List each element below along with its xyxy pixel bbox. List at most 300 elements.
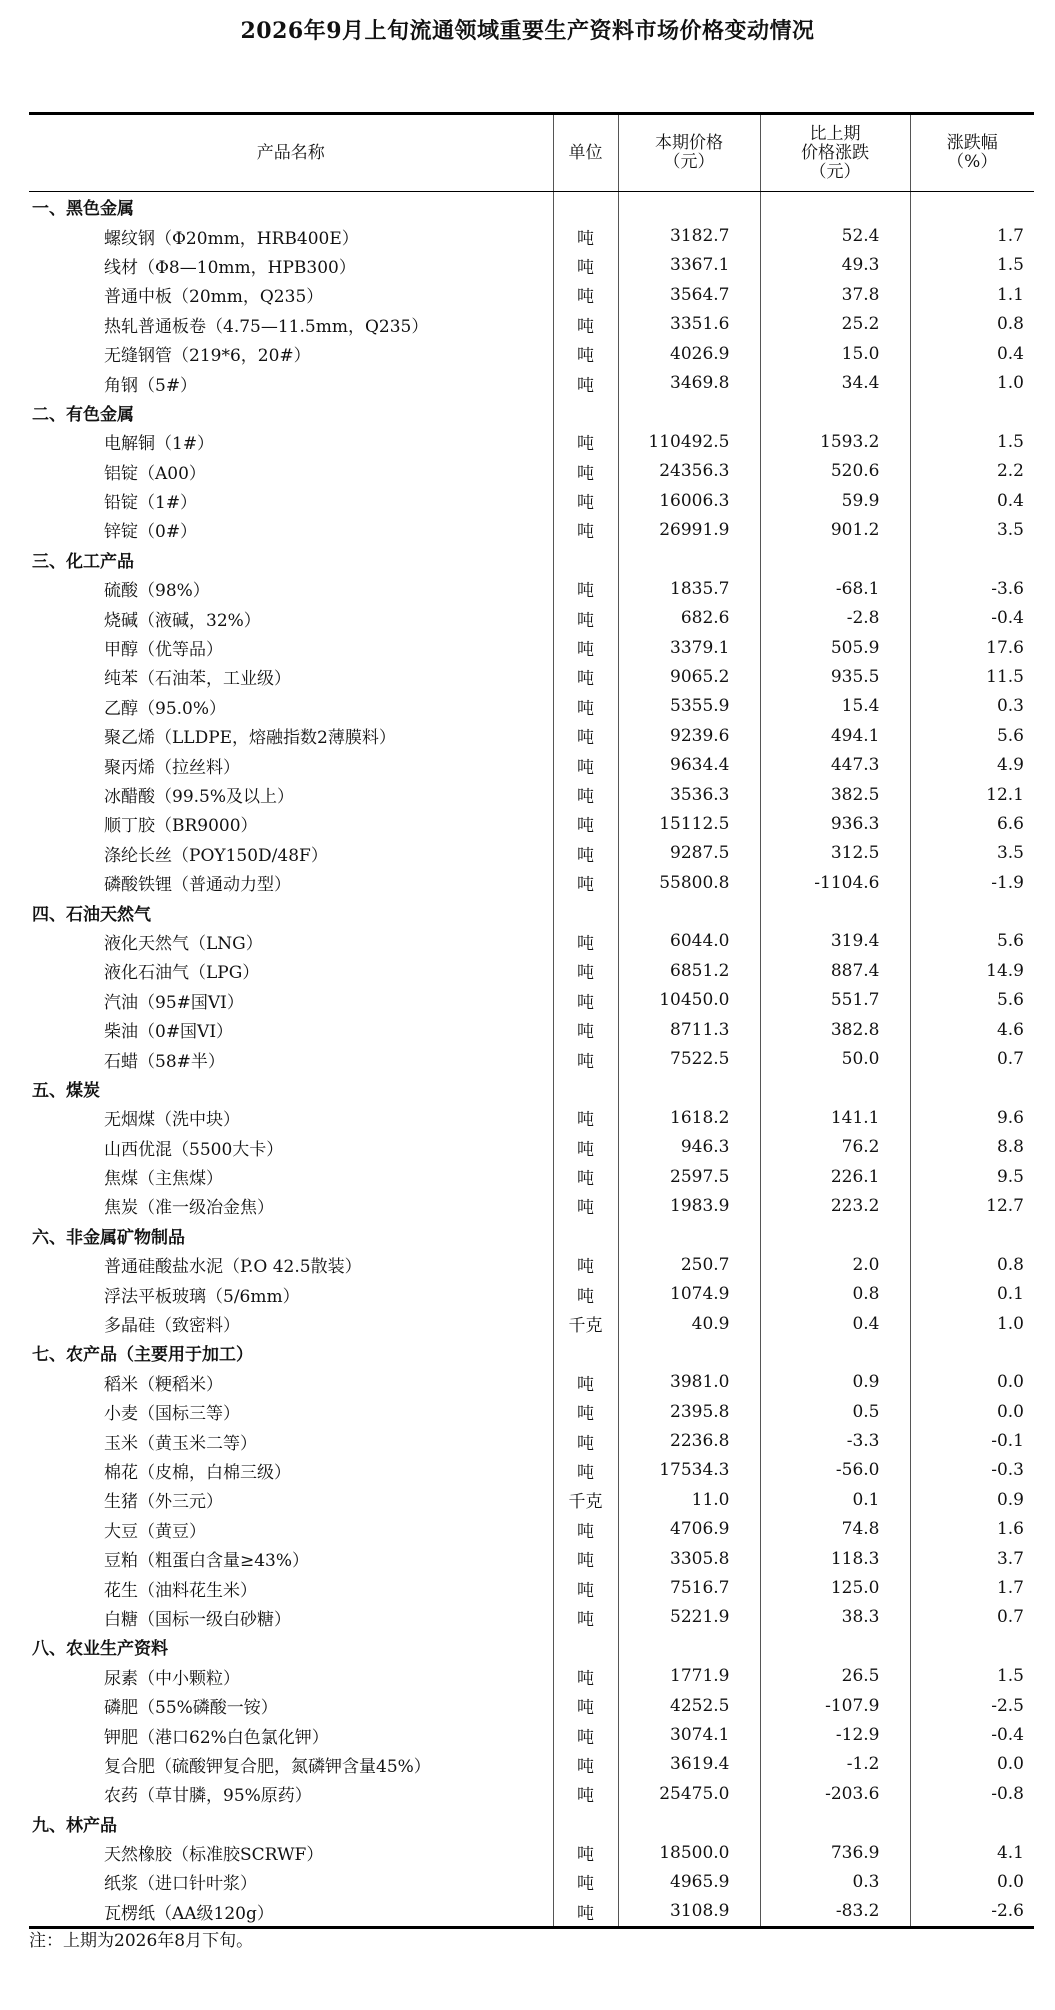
- category-empty-cell: [760, 192, 910, 222]
- table-row: [29, 427, 1034, 456]
- product-name: 玉米（黄玉米二等）: [104, 1433, 257, 1454]
- table-row: [29, 1838, 1034, 1867]
- product-name: 焦炭（准一级冶金焦）: [104, 1198, 274, 1219]
- current-price: 3351.6: [618, 310, 760, 339]
- unit-cell: 吨: [553, 603, 618, 632]
- change-percent: 12.7: [910, 1191, 1034, 1220]
- product-name: 普通硅酸盐水泥（P.O 42.5散装）: [104, 1257, 362, 1278]
- current-price: 3182.7: [618, 221, 760, 250]
- category-empty-cell: [760, 1808, 910, 1837]
- current-price: 55800.8: [618, 868, 760, 897]
- price-change: 0.8: [760, 1279, 910, 1308]
- unit-cell: 吨: [553, 1573, 618, 1602]
- current-price: 16006.3: [618, 486, 760, 515]
- price-change: -68.1: [760, 574, 910, 603]
- unit-cell: 吨: [553, 956, 618, 985]
- current-price: 4965.9: [618, 1867, 760, 1896]
- change-percent: 12.1: [910, 780, 1034, 809]
- unit-cell: 吨: [553, 1279, 618, 1308]
- unit-cell: 吨: [553, 1015, 618, 1044]
- price-change: 226.1: [760, 1162, 910, 1191]
- product-name: 大豆（黄豆）: [104, 1521, 206, 1542]
- table-row: [29, 1397, 1034, 1426]
- change-percent: 3.7: [910, 1544, 1034, 1573]
- table-row: [29, 310, 1034, 339]
- unit-cell: 吨: [553, 368, 618, 397]
- change-percent: 2.2: [910, 457, 1034, 486]
- unit-cell: 吨: [553, 574, 618, 603]
- category-empty-cell: [910, 1338, 1034, 1367]
- category-empty-cell: [553, 1074, 618, 1103]
- price-change: 494.1: [760, 721, 910, 750]
- current-price: 9065.2: [618, 662, 760, 691]
- category-empty-cell: [760, 1632, 910, 1661]
- product-name: 铝锭（A00）: [104, 463, 206, 484]
- current-price: 3305.8: [618, 1544, 760, 1573]
- price-change: 0.9: [760, 1368, 910, 1397]
- unit-cell: 吨: [553, 1662, 618, 1691]
- change-percent: 1.0: [910, 368, 1034, 397]
- unit-cell: 吨: [553, 809, 618, 838]
- category-empty-cell: [760, 398, 910, 427]
- product-name: 角钢（5#）: [104, 375, 198, 396]
- unit-cell: 吨: [553, 868, 618, 897]
- category-row: [29, 192, 1034, 222]
- price-change: -2.8: [760, 603, 910, 632]
- change-percent: 14.9: [910, 956, 1034, 985]
- price-change: 447.3: [760, 750, 910, 779]
- product-name: 线材（Φ8—10mm，HPB300）: [104, 257, 356, 278]
- category-empty-cell: [553, 1632, 618, 1661]
- current-price: 9634.4: [618, 750, 760, 779]
- unit-cell: 千克: [553, 1485, 618, 1514]
- product-name: 瓦楞纸（AA级120g）: [104, 1903, 274, 1924]
- category-empty-cell: [760, 1338, 910, 1367]
- current-price: 5221.9: [618, 1603, 760, 1632]
- category-empty-cell: [910, 897, 1034, 926]
- change-percent: -0.3: [910, 1456, 1034, 1485]
- category-empty-cell: [910, 1632, 1034, 1661]
- table-row: [29, 1779, 1034, 1808]
- table-row: [29, 809, 1034, 838]
- product-name: 复合肥（硫酸钾复合肥，氮磷钾含量45%）: [104, 1756, 431, 1777]
- unit-cell: 吨: [553, 1426, 618, 1455]
- change-percent: 0.3: [910, 692, 1034, 721]
- unit-cell: 吨: [553, 515, 618, 544]
- table-row: [29, 1897, 1034, 1928]
- change-percent: 1.5: [910, 1662, 1034, 1691]
- table-row: [29, 1485, 1034, 1514]
- price-change: 50.0: [760, 1044, 910, 1073]
- price-change: 52.4: [760, 221, 910, 250]
- unit-cell: 吨: [553, 1897, 618, 1928]
- unit-cell: 吨: [553, 339, 618, 368]
- table-row: [29, 1103, 1034, 1132]
- price-change: 887.4: [760, 956, 910, 985]
- table-row: [29, 956, 1034, 985]
- category-empty-cell: [618, 398, 760, 427]
- current-price: 4252.5: [618, 1691, 760, 1720]
- change-percent: 0.9: [910, 1485, 1034, 1514]
- category-name: 六、非金属矿物制品: [32, 1227, 185, 1248]
- product-name: 乙醇（95.0%）: [104, 698, 227, 719]
- product-name: 多晶硅（致密料）: [104, 1316, 240, 1337]
- category-empty-cell: [618, 1338, 760, 1367]
- table-row: [29, 1720, 1034, 1749]
- product-name: 柴油（0#国VI）: [104, 1022, 234, 1043]
- current-price: 17534.3: [618, 1456, 760, 1485]
- category-name: 二、有色金属: [32, 404, 134, 425]
- unit-cell: 吨: [553, 251, 618, 280]
- product-name: 铅锭（1#）: [104, 493, 198, 514]
- unit-cell: 吨: [553, 1250, 618, 1279]
- unit-cell: 吨: [553, 1750, 618, 1779]
- product-name: 螺纹钢（Φ20mm，HRB400E）: [104, 228, 359, 249]
- current-price: 3619.4: [618, 1750, 760, 1779]
- category-row: [29, 545, 1034, 574]
- change-percent: 0.4: [910, 339, 1034, 368]
- unit-cell: 吨: [553, 750, 618, 779]
- current-price: 3469.8: [618, 368, 760, 397]
- table-row: [29, 1279, 1034, 1308]
- current-price: 26991.9: [618, 515, 760, 544]
- change-percent: 0.0: [910, 1397, 1034, 1426]
- table-row: [29, 1044, 1034, 1073]
- price-change: 38.3: [760, 1603, 910, 1632]
- change-percent: -0.8: [910, 1779, 1034, 1808]
- current-price: 25475.0: [618, 1779, 760, 1808]
- current-price: 9287.5: [618, 839, 760, 868]
- category-row: [29, 897, 1034, 926]
- change-percent: 1.7: [910, 1573, 1034, 1602]
- unit-cell: 吨: [553, 1515, 618, 1544]
- product-name: 钾肥（港口62%白色氯化钾）: [104, 1727, 329, 1748]
- current-price: 3367.1: [618, 251, 760, 280]
- current-price: 3536.3: [618, 780, 760, 809]
- price-change: 34.4: [760, 368, 910, 397]
- category-empty-cell: [618, 1074, 760, 1103]
- category-empty-cell: [760, 545, 910, 574]
- unit-cell: 吨: [553, 221, 618, 250]
- unit-cell: 吨: [553, 1720, 618, 1749]
- current-price: 15112.5: [618, 809, 760, 838]
- footnote: 注：上期为2026年8月下旬。: [29, 1931, 254, 1951]
- price-table: [29, 112, 1034, 1929]
- table-row: [29, 603, 1034, 632]
- price-change: 37.8: [760, 280, 910, 309]
- current-price: 1618.2: [618, 1103, 760, 1132]
- current-price: 6851.2: [618, 956, 760, 985]
- unit-cell: 吨: [553, 457, 618, 486]
- product-name: 烧碱（液碱，32%）: [104, 610, 261, 631]
- table-row: [29, 1456, 1034, 1485]
- product-name: 小麦（国标三等）: [104, 1404, 240, 1425]
- current-price: 7522.5: [618, 1044, 760, 1073]
- price-change: 0.3: [760, 1867, 910, 1896]
- current-price: 6044.0: [618, 927, 760, 956]
- change-percent: 5.6: [910, 927, 1034, 956]
- category-empty-cell: [618, 1808, 760, 1837]
- product-name: 无烟煤（洗中块）: [104, 1110, 240, 1131]
- unit-cell: 吨: [553, 1191, 618, 1220]
- price-change: -56.0: [760, 1456, 910, 1485]
- unit-cell: 吨: [553, 1133, 618, 1162]
- current-price: 9239.6: [618, 721, 760, 750]
- change-percent: 0.7: [910, 1044, 1034, 1073]
- category-empty-cell: [760, 1221, 910, 1250]
- current-price: 682.6: [618, 603, 760, 632]
- price-change: 0.1: [760, 1485, 910, 1514]
- product-name: 石蜡（58#半）: [104, 1051, 225, 1072]
- category-row: [29, 1074, 1034, 1103]
- unit-cell: 吨: [553, 780, 618, 809]
- price-change: 26.5: [760, 1662, 910, 1691]
- price-change: 1593.2: [760, 427, 910, 456]
- table-row: [29, 868, 1034, 897]
- current-price: 1771.9: [618, 1662, 760, 1691]
- unit-cell: 吨: [553, 1544, 618, 1573]
- price-change: 319.4: [760, 927, 910, 956]
- price-change: -1104.6: [760, 868, 910, 897]
- category-empty-cell: [553, 398, 618, 427]
- price-change: 936.3: [760, 809, 910, 838]
- table-row: [29, 692, 1034, 721]
- current-price: 1983.9: [618, 1191, 760, 1220]
- table-row: [29, 280, 1034, 309]
- unit-cell: 吨: [553, 1456, 618, 1485]
- change-percent: 9.5: [910, 1162, 1034, 1191]
- current-price: 8711.3: [618, 1015, 760, 1044]
- table-row: [29, 1544, 1034, 1573]
- current-price: 3108.9: [618, 1897, 760, 1928]
- table-row: [29, 457, 1034, 486]
- unit-cell: 吨: [553, 839, 618, 868]
- price-change: 901.2: [760, 515, 910, 544]
- unit-cell: 吨: [553, 721, 618, 750]
- current-price: 5355.9: [618, 692, 760, 721]
- price-change: 382.5: [760, 780, 910, 809]
- change-percent: -2.6: [910, 1897, 1034, 1928]
- change-percent: 0.8: [910, 310, 1034, 339]
- category-empty-cell: [910, 1074, 1034, 1103]
- unit-cell: 吨: [553, 280, 618, 309]
- category-empty-cell: [910, 398, 1034, 427]
- change-percent: 0.8: [910, 1250, 1034, 1279]
- product-name: 无缝钢管（219*6，20#）: [104, 346, 311, 367]
- change-percent: 8.8: [910, 1133, 1034, 1162]
- change-percent: 0.0: [910, 1867, 1034, 1896]
- change-percent: 9.6: [910, 1103, 1034, 1132]
- unit-cell: 吨: [553, 986, 618, 1015]
- product-name: 普通中板（20mm，Q235）: [104, 287, 324, 308]
- product-name: 纸浆（进口针叶浆）: [104, 1874, 257, 1895]
- table-row: [29, 1162, 1034, 1191]
- price-change: -203.6: [760, 1779, 910, 1808]
- product-name: 农药（草甘膦，95%原药）: [104, 1786, 312, 1807]
- price-change: 74.8: [760, 1515, 910, 1544]
- current-price: 250.7: [618, 1250, 760, 1279]
- table-row: [29, 1368, 1034, 1397]
- price-change: -83.2: [760, 1897, 910, 1928]
- unit-cell: 千克: [553, 1309, 618, 1338]
- product-name: 顺丁胶（BR9000）: [104, 816, 258, 837]
- header-unit: 单位: [553, 114, 618, 192]
- header-row: [29, 114, 1034, 192]
- category-name: 四、石油天然气: [32, 904, 151, 925]
- category-empty-cell: [553, 897, 618, 926]
- unit-cell: 吨: [553, 1103, 618, 1132]
- price-change: -12.9: [760, 1720, 910, 1749]
- product-name: 冰醋酸（99.5%及以上）: [104, 787, 295, 807]
- table-row: [29, 1426, 1034, 1455]
- price-change: 736.9: [760, 1838, 910, 1867]
- category-empty-cell: [618, 192, 760, 222]
- product-name: 硫酸（98%）: [104, 581, 210, 602]
- change-percent: 5.6: [910, 721, 1034, 750]
- product-name: 液化石油气（LPG）: [104, 963, 260, 984]
- unit-cell: 吨: [553, 1691, 618, 1720]
- table-row: [29, 1515, 1034, 1544]
- header-product-name: 产品名称: [29, 114, 553, 192]
- current-price: 1074.9: [618, 1279, 760, 1308]
- product-name: 甲醇（优等品）: [104, 640, 223, 661]
- change-percent: 0.0: [910, 1368, 1034, 1397]
- category-empty-cell: [618, 897, 760, 926]
- unit-cell: 吨: [553, 927, 618, 956]
- change-percent: 5.6: [910, 986, 1034, 1015]
- table-row: [29, 515, 1034, 544]
- category-empty-cell: [910, 1221, 1034, 1250]
- price-change: 141.1: [760, 1103, 910, 1132]
- unit-cell: 吨: [553, 310, 618, 339]
- category-empty-cell: [618, 1221, 760, 1250]
- change-percent: 0.7: [910, 1603, 1034, 1632]
- table-row: [29, 927, 1034, 956]
- current-price: 2597.5: [618, 1162, 760, 1191]
- product-name: 聚丙烯（拉丝料）: [104, 757, 240, 778]
- change-percent: 1.1: [910, 280, 1034, 309]
- price-change: 505.9: [760, 633, 910, 662]
- change-percent: -0.1: [910, 1426, 1034, 1455]
- category-name: 一、黑色金属: [32, 199, 134, 220]
- product-name: 尿素（中小颗粒）: [104, 1668, 240, 1689]
- category-name: 五、煤炭: [32, 1080, 100, 1101]
- change-percent: 4.9: [910, 750, 1034, 779]
- price-change: 49.3: [760, 251, 910, 280]
- product-name: 焦煤（主焦煤）: [104, 1169, 223, 1190]
- current-price: 24356.3: [618, 457, 760, 486]
- table-row: [29, 1750, 1034, 1779]
- change-percent: 4.6: [910, 1015, 1034, 1044]
- category-name: 三、化工产品: [32, 551, 134, 572]
- change-percent: -3.6: [910, 574, 1034, 603]
- table-row: [29, 1133, 1034, 1162]
- category-empty-cell: [910, 545, 1034, 574]
- unit-cell: 吨: [553, 1603, 618, 1632]
- header-price-change: 比上期 价格涨跌 （元）: [760, 114, 910, 192]
- change-percent: -0.4: [910, 603, 1034, 632]
- product-name: 白糖（国标一级白砂糖）: [104, 1609, 291, 1630]
- product-name: 山西优混（5500大卡）: [104, 1139, 284, 1160]
- price-change: 223.2: [760, 1191, 910, 1220]
- change-percent: 4.1: [910, 1838, 1034, 1867]
- category-name: 八、农业生产资料: [32, 1639, 168, 1660]
- table-row: [29, 1250, 1034, 1279]
- product-name: 磷酸铁锂（普通动力型）: [104, 875, 291, 896]
- price-change: 2.0: [760, 1250, 910, 1279]
- category-empty-cell: [910, 1808, 1034, 1837]
- product-name: 聚乙烯（LLDPE，熔融指数2薄膜料）: [104, 728, 396, 749]
- table-row: [29, 251, 1034, 280]
- product-name: 生猪（外三元）: [104, 1492, 223, 1513]
- table-row: [29, 221, 1034, 250]
- product-name: 汽油（95#国VI）: [104, 992, 244, 1013]
- category-empty-cell: [553, 1338, 618, 1367]
- change-percent: 3.5: [910, 839, 1034, 868]
- product-name: 涤纶长丝（POY150D/48F）: [104, 845, 328, 866]
- change-percent: 1.5: [910, 251, 1034, 280]
- current-price: 2395.8: [618, 1397, 760, 1426]
- change-percent: -2.5: [910, 1691, 1034, 1720]
- product-name: 天然橡胶（标准胶SCRWF）: [104, 1845, 324, 1866]
- table-row: [29, 574, 1034, 603]
- price-change: 76.2: [760, 1133, 910, 1162]
- current-price: 40.9: [618, 1309, 760, 1338]
- category-row: [29, 1632, 1034, 1661]
- price-change: 118.3: [760, 1544, 910, 1573]
- price-change: 551.7: [760, 986, 910, 1015]
- product-name: 热轧普通板卷（4.75—11.5mm，Q235）: [104, 316, 429, 337]
- product-name: 磷肥（55%磷酸一铵）: [104, 1698, 278, 1719]
- table-row: [29, 339, 1034, 368]
- change-percent: -1.9: [910, 868, 1034, 897]
- product-name: 稻米（粳稻米）: [104, 1374, 223, 1395]
- category-row: [29, 398, 1034, 427]
- table-row: [29, 368, 1034, 397]
- table-row: [29, 780, 1034, 809]
- current-price: 3564.7: [618, 280, 760, 309]
- price-change: 125.0: [760, 1573, 910, 1602]
- product-name: 纯苯（石油苯，工业级）: [104, 669, 291, 690]
- unit-cell: 吨: [553, 427, 618, 456]
- category-empty-cell: [553, 545, 618, 574]
- current-price: 2236.8: [618, 1426, 760, 1455]
- price-change: 25.2: [760, 310, 910, 339]
- change-percent: 0.1: [910, 1279, 1034, 1308]
- unit-cell: 吨: [553, 1368, 618, 1397]
- category-empty-cell: [553, 192, 618, 222]
- change-percent: 1.6: [910, 1515, 1034, 1544]
- table-row: [29, 839, 1034, 868]
- current-price: 7516.7: [618, 1573, 760, 1602]
- price-change: 520.6: [760, 457, 910, 486]
- category-empty-cell: [618, 1632, 760, 1661]
- category-row: [29, 1221, 1034, 1250]
- price-change: 15.0: [760, 339, 910, 368]
- current-price: 3379.1: [618, 633, 760, 662]
- table-row: [29, 1603, 1034, 1632]
- unit-cell: 吨: [553, 1044, 618, 1073]
- category-name: 九、林产品: [32, 1815, 117, 1836]
- unit-cell: 吨: [553, 1397, 618, 1426]
- change-percent: 0.4: [910, 486, 1034, 515]
- table-row: [29, 633, 1034, 662]
- header-change-percent: 涨跌幅 （%）: [910, 114, 1034, 192]
- table-row: [29, 721, 1034, 750]
- price-change: -107.9: [760, 1691, 910, 1720]
- unit-cell: 吨: [553, 486, 618, 515]
- change-percent: -0.4: [910, 1720, 1034, 1749]
